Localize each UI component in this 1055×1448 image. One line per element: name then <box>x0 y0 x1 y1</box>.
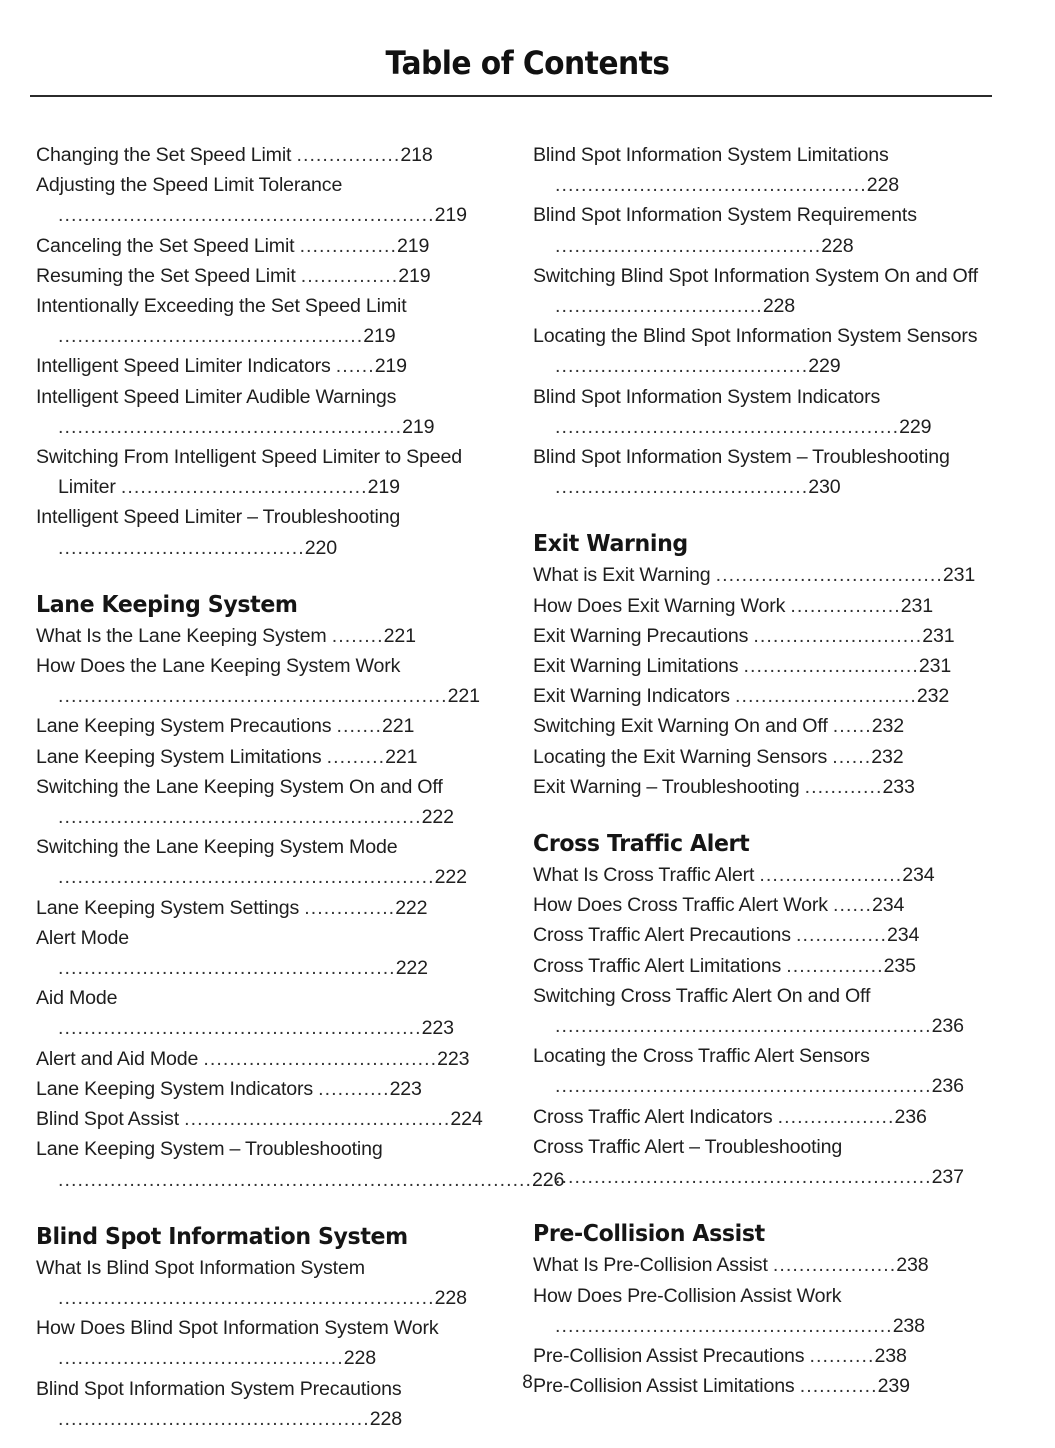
toc-entry-label: How Does Pre-Collision Assist Work <box>533 1284 842 1307</box>
section-spacer <box>36 1195 498 1222</box>
toc-page-number: 219 <box>374 355 407 378</box>
toc-leader-dots: ..................................................... <box>58 415 403 438</box>
toc-leader-dots: ........... <box>318 1077 390 1100</box>
toc-page-number: 223 <box>421 1017 454 1040</box>
toc-page-number: 222 <box>434 866 467 889</box>
toc-leader-dots: ....................................... <box>555 476 809 499</box>
toc-page-number: 238 <box>874 1344 907 1367</box>
toc-page-number: 228 <box>369 1407 402 1430</box>
toc-page-number: 237 <box>931 1166 964 1189</box>
toc-leader-dots: .................................................... <box>58 957 396 980</box>
toc-entry[interactable] <box>36 231 498 261</box>
toc-page-number: 228 <box>821 234 854 257</box>
toc-leader-dots: ........ <box>331 624 384 647</box>
toc-entry[interactable] <box>36 983 498 1043</box>
toc-leader-dots: ........................... <box>743 655 919 678</box>
toc-entry-label: Intelligent Speed Limiter Audible Warnings <box>36 385 397 408</box>
section-heading: Cross Traffic Alert <box>533 829 750 858</box>
toc-entry[interactable] <box>36 621 498 651</box>
toc-leader-dots: ............................................... <box>58 325 364 348</box>
toc-page-number: 234 <box>902 864 935 887</box>
toc-page-number: 223 <box>437 1047 470 1070</box>
toc-entry[interactable] <box>533 321 995 381</box>
toc-entry-label: What Is the Lane Keeping System <box>36 624 327 647</box>
toc-entry-label: Locating the Blind Spot Information System Sensors <box>533 325 978 348</box>
toc-entry[interactable] <box>36 742 498 772</box>
toc-entry[interactable] <box>36 291 498 351</box>
toc-entry-label: Blind Spot Information System Precautions <box>36 1377 402 1400</box>
toc-entry-label: Switching the Lane Keeping System On and Off <box>36 775 443 798</box>
toc-entry[interactable] <box>533 261 995 321</box>
toc-entry-label: Aid Mode <box>36 987 118 1010</box>
toc-page-number: 234 <box>872 894 905 917</box>
toc-entry[interactable] <box>533 1281 995 1341</box>
toc-entry[interactable] <box>36 382 498 442</box>
toc-entry-label: Changing the Set Speed Limit <box>36 144 292 166</box>
toc-entry-label: Locating the Exit Warning Sensors <box>533 745 828 768</box>
toc-leader-dots: ............ <box>804 775 883 798</box>
toc-entry-label: Cross Traffic Alert – Troubleshooting <box>533 1135 843 1158</box>
page-number: 8 <box>522 1372 533 1393</box>
toc-page-number: 218 <box>400 144 433 166</box>
toc-entry-label: Intentionally Exceeding the Set Speed Limit <box>36 295 407 318</box>
toc-entry-label: Adjusting the Speed Limit Tolerance <box>36 174 343 197</box>
toc-entry[interactable] <box>533 890 995 920</box>
toc-entry[interactable] <box>36 502 498 562</box>
toc-entry[interactable] <box>533 200 995 260</box>
toc-entry[interactable] <box>36 923 498 983</box>
toc-entry[interactable] <box>36 261 498 291</box>
toc-page-number: 231 <box>922 624 955 647</box>
toc-entry-label: Switching Cross Traffic Alert On and Off <box>533 984 871 1007</box>
toc-entry[interactable] <box>533 1041 995 1101</box>
toc-page-number: 232 <box>871 745 904 768</box>
toc-page-number: 221 <box>447 685 480 708</box>
toc-columns <box>0 140 1055 1434</box>
toc-entry-label: Exit Warning – Troubleshooting <box>533 775 800 798</box>
toc-page-number: 238 <box>896 1254 929 1277</box>
toc-entry-label: Exit Warning Limitations <box>533 655 739 678</box>
toc-entry-label: Blind Spot Assist <box>36 1108 179 1131</box>
toc-leader-dots: ................... <box>772 1254 897 1277</box>
toc-page-number: 222 <box>395 957 428 980</box>
toc-page-number: 220 <box>304 536 338 559</box>
section-spacer <box>36 563 498 590</box>
toc-leader-dots: .................................................... <box>555 1314 893 1337</box>
toc-entry[interactable] <box>533 560 995 590</box>
toc-page-number: 223 <box>389 1077 422 1100</box>
toc-leader-dots: .......... <box>809 1344 875 1367</box>
section-heading: Pre-Collision Assist <box>533 1219 765 1248</box>
toc-leader-dots: ............... <box>300 264 399 287</box>
toc-entry-label: How Does the Lane Keeping System Work <box>36 655 401 678</box>
section-spacer <box>533 1192 995 1219</box>
toc-leader-dots: ........................................................ <box>58 806 422 829</box>
toc-leader-dots: ................................ <box>555 295 763 318</box>
toc-page-number: 232 <box>916 685 950 708</box>
toc-entry-label: Locating the Cross Traffic Alert Sensors <box>533 1045 870 1068</box>
toc-entry-label: Lane Keeping System Settings <box>36 896 300 919</box>
toc-page-number: 231 <box>900 594 934 617</box>
toc-entry-label: Switching Exit Warning On and Off <box>533 715 828 738</box>
toc-leader-dots: ............................................ <box>58 1347 344 1370</box>
toc-page-number: 236 <box>931 1015 964 1038</box>
toc-leader-dots: ......................................... <box>184 1108 451 1131</box>
toc-leader-dots: ....................................... <box>555 355 809 378</box>
toc-entry-label: Switching the Lane Keeping System Mode <box>36 836 398 859</box>
toc-leader-dots: ...................................... <box>58 536 305 559</box>
toc-entry[interactable] <box>36 1104 498 1134</box>
toc-page-number: 228 <box>866 174 899 197</box>
toc-entry[interactable] <box>533 621 995 651</box>
toc-entry-label: What Is Blind Spot Information System <box>36 1256 365 1279</box>
toc-leader-dots: .......................... <box>753 624 923 647</box>
toc-entry[interactable] <box>533 951 995 981</box>
toc-entry[interactable] <box>36 351 498 381</box>
toc-page-number: 238 <box>892 1314 925 1337</box>
toc-page-number: 229 <box>899 415 932 438</box>
toc-entry[interactable] <box>533 772 995 802</box>
toc-leader-dots: .......................................................... <box>555 1075 932 1098</box>
section-spacer <box>533 502 995 529</box>
toc-page-number: 219 <box>396 234 430 257</box>
toc-page-number: 236 <box>894 1105 927 1128</box>
toc-entry[interactable] <box>36 170 498 230</box>
toc-entry[interactable] <box>533 1250 995 1280</box>
toc-entry-label: How Does Cross Traffic Alert Work <box>533 894 828 917</box>
toc-entry[interactable] <box>36 651 498 711</box>
toc-entry[interactable] <box>533 981 995 1041</box>
toc-leader-dots: .................................... <box>203 1047 438 1070</box>
toc-leader-dots: .......................................................... <box>58 866 435 889</box>
toc-leader-dots: .......................................................... <box>555 1015 932 1038</box>
toc-page-number: 221 <box>381 715 415 738</box>
section-spacer <box>533 802 995 829</box>
toc-entry-label: Intelligent Speed Limiter Indicators <box>36 355 331 378</box>
toc-page-number: 226 <box>532 1168 565 1191</box>
toc-leader-dots: .................. <box>777 1105 895 1128</box>
toc-leader-dots: ............................................................ <box>58 685 448 708</box>
toc-entry-label: Blind Spot Information System Requirements <box>533 204 917 227</box>
toc-entry-label: How Does Exit Warning Work <box>533 594 786 617</box>
toc-entry[interactable] <box>533 591 995 621</box>
toc-entry[interactable] <box>533 711 995 741</box>
toc-page-number: 222 <box>421 806 454 829</box>
toc-entry[interactable] <box>36 1313 498 1373</box>
toc-leader-dots: ....... <box>336 715 382 738</box>
toc-entry-label: Cross Traffic Alert Limitations <box>533 954 782 977</box>
toc-page-number: 219 <box>363 325 396 348</box>
toc-entry-label: Intelligent Speed Limiter – Troubleshooting <box>36 506 401 529</box>
toc-page-number: 228 <box>343 1347 376 1370</box>
toc-page-number: 219 <box>402 415 435 438</box>
toc-entry[interactable] <box>533 1102 995 1132</box>
toc-page-number: 228 <box>762 295 796 318</box>
toc-entry[interactable] <box>533 1132 995 1192</box>
toc-leader-dots: ................................................ <box>58 1407 370 1430</box>
toc-column-left <box>36 140 565 1434</box>
toc-entry-label: Alert and Aid Mode <box>36 1047 199 1070</box>
section-heading: Exit Warning <box>533 529 688 558</box>
toc-entry-label: Exit Warning Precautions <box>533 624 749 647</box>
toc-entry-label: Pre-Collision Assist Precautions <box>533 1344 805 1367</box>
toc-entry[interactable] <box>36 442 498 502</box>
toc-leader-dots: ......................................................................... <box>58 1168 533 1191</box>
toc-entry-label: Resuming the Set Speed Limit <box>36 264 296 287</box>
toc-leader-dots: .......................................................... <box>58 204 435 227</box>
toc-entry-label: What Is Pre-Collision Assist <box>533 1254 768 1277</box>
toc-entry-label: Pre-Collision Assist Limitations <box>533 1375 795 1398</box>
toc-entry-label: Exit Warning Indicators <box>533 685 730 708</box>
toc-entry[interactable] <box>36 1134 565 1194</box>
toc-leader-dots: ...... <box>833 894 873 917</box>
toc-entry[interactable] <box>533 651 995 681</box>
toc-entry-label: Lane Keeping System – Troubleshooting <box>36 1138 383 1161</box>
toc-entry[interactable] <box>36 772 498 832</box>
toc-leader-dots: ............ <box>799 1375 878 1398</box>
toc-leader-dots: ............... <box>299 234 397 257</box>
toc-leader-dots: ...................................... <box>120 476 368 499</box>
toc-entry[interactable] <box>36 1074 498 1104</box>
toc-page-number: 219 <box>367 476 400 499</box>
toc-leader-dots: ...................... <box>759 864 903 887</box>
toc-page-number: 236 <box>931 1075 964 1098</box>
toc-entry[interactable] <box>36 1044 498 1074</box>
page-title: Table of Contents <box>385 44 670 82</box>
toc-page-number: 229 <box>808 355 841 378</box>
toc-page-number: 231 <box>918 655 952 678</box>
toc-page-number: 221 <box>383 624 416 647</box>
toc-column-right <box>533 140 995 1401</box>
toc-entry-label: Lane Keeping System Precautions <box>36 715 332 738</box>
toc-entry-label: Blind Spot Information System – Troubleshooting <box>533 446 950 469</box>
toc-entry-label: Switching Blind Spot Information System On and Off <box>533 264 978 287</box>
toc-entry-label: Canceling the Set Speed Limit <box>36 234 295 257</box>
toc-leader-dots: .......................................................... <box>58 1286 435 1309</box>
toc-leader-dots: ...... <box>832 715 872 738</box>
toc-page-number: 233 <box>882 775 915 798</box>
toc-entry-label: Cross Traffic Alert Indicators <box>533 1105 773 1128</box>
toc-entry-label: Cross Traffic Alert Precautions <box>533 924 791 947</box>
toc-page-number: 228 <box>434 1286 467 1309</box>
toc-leader-dots: ................. <box>790 594 901 617</box>
toc-leader-dots: ................ <box>296 144 401 166</box>
toc-leader-dots: ........................................................ <box>58 1017 422 1040</box>
toc-entry[interactable] <box>533 382 995 442</box>
toc-page-number: 231 <box>942 564 976 587</box>
toc-leader-dots: ............................ <box>735 685 917 708</box>
toc-entry[interactable] <box>533 860 995 890</box>
section-heading: Blind Spot Information System <box>36 1221 408 1250</box>
toc-page-number: 224 <box>450 1108 483 1131</box>
toc-entry-label: Lane Keeping System Indicators <box>36 1077 314 1100</box>
toc-page-number: 221 <box>385 745 418 768</box>
toc-entry-label: Alert Mode <box>36 926 130 949</box>
toc-page-number: 219 <box>434 204 467 227</box>
toc-leader-dots: .............. <box>304 896 396 919</box>
toc-leader-dots: ............... <box>786 954 884 977</box>
toc-entry[interactable] <box>533 742 995 772</box>
toc-entry-label: Switching From Intelligent Speed Limiter to Speed Limiter <box>36 446 463 499</box>
toc-entry[interactable] <box>36 893 498 923</box>
toc-entry-label: Lane Keeping System Limitations <box>36 745 322 768</box>
toc-entry[interactable] <box>36 832 498 892</box>
toc-entry[interactable] <box>36 1253 498 1313</box>
toc-page-number: 219 <box>398 264 431 287</box>
toc-leader-dots: ................................... <box>715 564 943 587</box>
toc-entry-label: Blind Spot Information System Limitations <box>533 144 889 166</box>
toc-entry[interactable] <box>36 711 498 741</box>
toc-page-number: 232 <box>871 715 904 738</box>
toc-page-number: 235 <box>883 954 916 977</box>
toc-leader-dots: ...... <box>335 355 375 378</box>
toc-entry-label: How Does Blind Spot Information System Work <box>36 1317 439 1340</box>
toc-entry-label: What Is Cross Traffic Alert <box>533 864 755 887</box>
toc-leader-dots: .............. <box>796 924 887 947</box>
toc-leader-dots: ......................................... <box>555 234 822 257</box>
toc-leader-dots: ................................................ <box>555 174 867 197</box>
toc-leader-dots: .......................................................... <box>555 1166 932 1189</box>
toc-leader-dots: ...... <box>832 745 872 768</box>
section-heading: Lane Keeping System <box>36 589 298 618</box>
toc-entry[interactable] <box>533 920 995 950</box>
toc-page-number: 234 <box>886 924 920 947</box>
toc-entry-label: What is Exit Warning <box>533 564 711 587</box>
toc-entry[interactable] <box>533 442 995 502</box>
toc-page-number: 230 <box>808 476 841 499</box>
title-divider <box>30 95 992 97</box>
toc-entry[interactable] <box>533 140 995 200</box>
toc-leader-dots: ..................................................... <box>555 415 900 438</box>
toc-leader-dots: ......... <box>326 745 386 768</box>
toc-entry[interactable] <box>533 681 995 711</box>
toc-page-number: 239 <box>877 1375 910 1398</box>
toc-entry-label: Blind Spot Information System Indicators <box>533 385 881 408</box>
toc-page-number: 222 <box>395 896 428 919</box>
toc-entry[interactable] <box>36 140 498 170</box>
toc-entry[interactable] <box>533 1341 995 1371</box>
